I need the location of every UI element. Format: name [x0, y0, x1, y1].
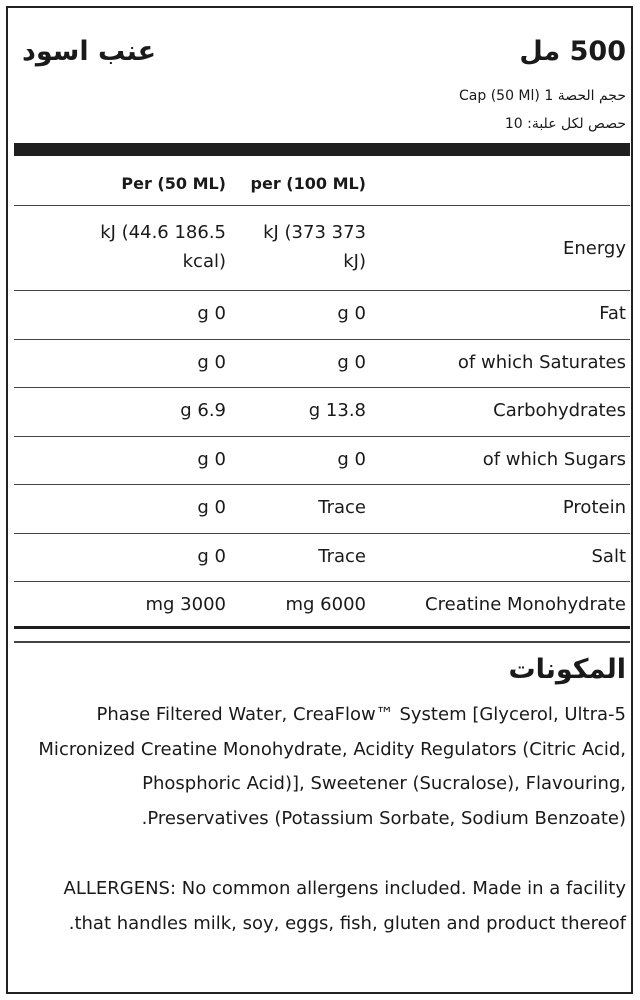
allergens-text: ALLERGENS: No common allergens included. Made in a facility that handles milk, soy, eggs, fish, gluten and product thereof.: [63, 878, 626, 934]
serving-size: حجم الحصة 1 Cap (50 Ml): [459, 88, 626, 104]
ingredients-text: Phase Filtered Water, CreaFlow™ System [Glycerol, Ultra-5 Micronized Creatine Monohydrate, Acidity Regulators (Citric Acid, Phosphoric Acid)], Sweetener (Sucralose), Flavouring, Preservatives (Potassium Sorbate, Sodium Benzoate).: [38, 704, 626, 829]
thick-divider: [14, 143, 630, 156]
section-divider: [14, 641, 630, 643]
table-row: [14, 437, 630, 486]
value-per-100ml: Trace: [318, 545, 366, 567]
table-row: [14, 485, 630, 534]
value-per-50ml: g 6.9: [180, 400, 226, 421]
table-row: [14, 291, 630, 340]
value-per-100ml: g 13.8: [308, 400, 366, 421]
value-per-100ml: kJ (373 373 kJ): [263, 222, 366, 272]
nutrient-name: of which Sugars: [482, 448, 626, 470]
column-header-per-100ml: per (100 ML): [250, 174, 366, 193]
value-per-50ml: g 0: [197, 545, 226, 567]
servings-per-container: حصص لكل علبة: 10: [504, 116, 626, 132]
value-per-50ml: g 0: [197, 351, 226, 373]
value-per-50ml: kJ (44.6 186.5 kcal): [100, 222, 226, 272]
value-per-50ml: g 0: [197, 303, 226, 324]
nutrient-name: Protein: [562, 497, 626, 518]
nutrition-table: [14, 156, 630, 631]
value-per-50ml: g 0: [197, 497, 226, 518]
nutrient-name: Fat: [599, 303, 626, 324]
nutrient-name: Creatine Monohydrate: [425, 594, 626, 615]
table-row: [14, 534, 630, 583]
value-per-100ml: g 0: [337, 351, 366, 373]
nutrient-name: Energy: [562, 238, 626, 259]
value-per-100ml: g 0: [337, 303, 366, 324]
table-row: [14, 388, 630, 437]
nutrient-name: of which Saturates: [457, 351, 626, 373]
value-per-100ml: g 0: [337, 448, 366, 470]
product-volume: 500 مل: [519, 36, 626, 67]
column-header-per-50ml: Per (50 ML): [121, 174, 226, 193]
value-per-50ml: mg 3000: [145, 594, 226, 615]
table-header-row: [14, 156, 630, 206]
table-row: [14, 340, 630, 389]
ingredients-title: المكونات: [508, 654, 626, 685]
nutrient-name: Salt: [591, 545, 626, 567]
table-bottom-divider: [14, 626, 630, 629]
table-row: [14, 206, 630, 291]
value-per-100ml: Trace: [318, 497, 366, 518]
product-name: عنب اسود: [22, 36, 157, 67]
value-per-50ml: g 0: [197, 448, 226, 470]
nutrient-name: Carbohydrates: [493, 400, 626, 421]
value-per-100ml: mg 6000: [285, 594, 366, 615]
table-row: [14, 582, 630, 631]
